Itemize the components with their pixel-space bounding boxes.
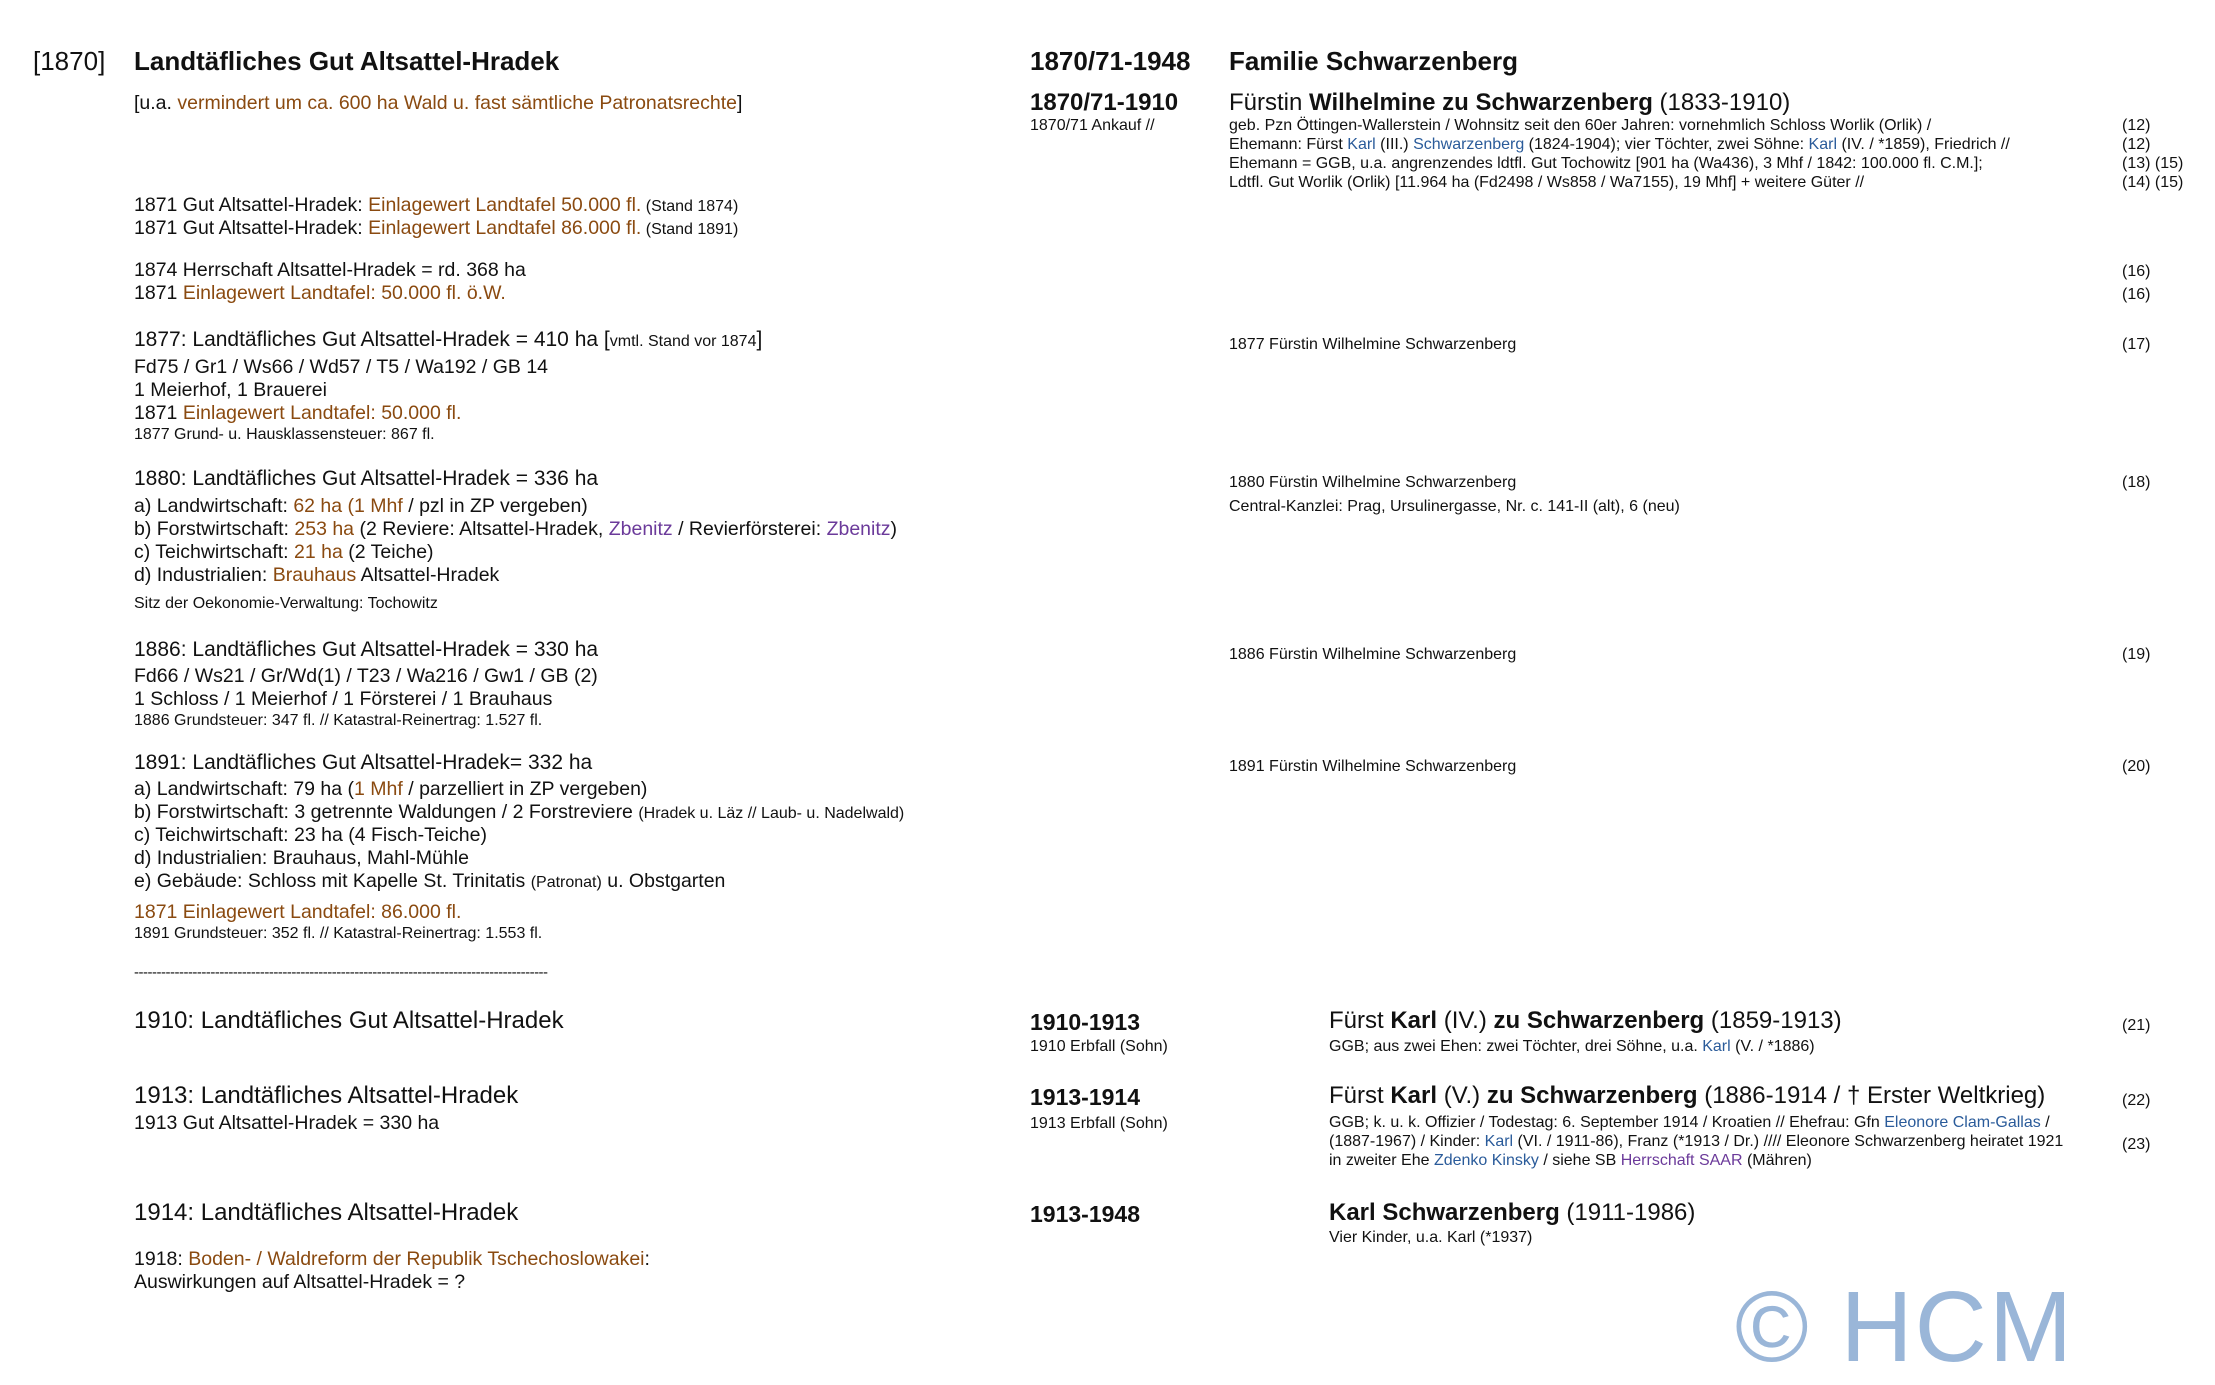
section-1886-title: 1886: Landtäfliches Gut Altsattel-Hradek = 330 ha — [134, 638, 599, 661]
section-1874-refs: (16) (16) — [2122, 263, 2151, 303]
section-1886-ref: (19) — [2122, 646, 2151, 663]
section-1891-value: 1871 Einlagewert Landtafel: 86.000 fl. — [134, 901, 462, 923]
section-1891-body: a) Landwirtschaft: 79 ha (1 Mhf / parzelliert in ZP vergeben) b) Forstwirtschaft: 3 getrennte Waldungen / 2 Forstreviere (Hradek u. Läz // Laub- u. Nadelwald) c) Teichwirtschaft: 23 ha (4 Fisch-Teiche) d) Industrialien: Brauhaus, Mahl-Mühle e) Gebäude: Schloss mit Kapelle St. Trinitatis (Patronat) u. Obstgarten — [134, 778, 905, 892]
section-1877-owner: 1877 Fürstin Wilhelmine Schwarzenberg — [1229, 336, 1517, 353]
section-divider: -------------------------------------------------------------------------------------------- — [134, 964, 548, 981]
header-period: 1870/71-1948 — [1030, 46, 1191, 76]
section-1914-body: 1918: Boden- / Waldreform der Republik Tschechoslowakei: Auswirkungen auf Altsattel-Hradek = ? — [134, 1248, 650, 1293]
section-1913-details: GGB; k. u. k. Offizier / Todestag: 6. September 1914 / Kroatien // Ehefrau: Gfn Eleonore Clam-Gallas / (1887-1967) / Kinder: Karl (VI. / 1911-86), Franz (*1913 / Dr.) //// Eleonore Schwarzenberg heiratet 1921 in zweiter Ehe Zdenko Kinsky / siehe SB Herrschaft SAAR (Mähren) — [1329, 1114, 2064, 1169]
section-1913-period: 1913-1914 — [1030, 1084, 1140, 1110]
header-note: [u.a. vermindert um ca. 600 ha Wald u. fast sämtliche Patronatsrechte] — [134, 92, 743, 114]
section-1914-title: 1914: Landtäfliches Altsattel-Hradek — [134, 1199, 519, 1226]
section-1914-owner: Karl Schwarzenberg (1911-1986) — [1329, 1199, 1696, 1226]
section-1886-owner: 1886 Fürstin Wilhelmine Schwarzenberg — [1229, 646, 1517, 663]
section-1910-details: GGB; aus zwei Ehen: zwei Töchter, drei Söhne, u.a. Karl (V. / *1886) — [1329, 1038, 1815, 1055]
section-1877-title: 1877: Landtäfliches Gut Altsattel-Hradek = 410 ha [vmtl. Stand vor 1874] — [134, 328, 763, 351]
section-1910-ref: (21) — [2122, 1017, 2151, 1034]
section-1913-owner: Fürst Karl (V.) zu Schwarzenberg (1886-1914 / † Erster Weltkrieg) — [1329, 1082, 2046, 1109]
section-1880-ref: (18) — [2122, 474, 2151, 491]
section-1913-ref1: (22) — [2122, 1092, 2151, 1109]
header-year: [1870] — [33, 46, 106, 76]
section-1914-details: Vier Kinder, u.a. Karl (*1937) — [1329, 1229, 1533, 1246]
section-1880-title: 1880: Landtäfliches Gut Altsattel-Hradek = 336 ha — [134, 467, 599, 490]
section-1910-acquisition: 1910 Erbfall (Sohn) — [1030, 1038, 1168, 1055]
section-1874: 1874 Herrschaft Altsattel-Hradek = rd. 368 ha 1871 Einlagewert Landtafel: 50.000 fl. ö.W. — [134, 259, 526, 304]
section-1910-owner: Fürst Karl (IV.) zu Schwarzenberg (1859-1913) — [1329, 1007, 1842, 1034]
header-family: Familie Schwarzenberg — [1229, 46, 1518, 76]
page-title: Landtäfliches Gut Altsattel-Hradek — [134, 46, 560, 76]
section-1913-acquisition: 1913 Erbfall (Sohn) — [1030, 1115, 1168, 1132]
owner1-period: 1870/71-1910 — [1030, 89, 1179, 116]
section-1891-ref: (20) — [2122, 758, 2151, 775]
section-1880-owner: 1880 Fürstin Wilhelmine Schwarzenberg — [1229, 474, 1517, 491]
section-1877-body: Fd75 / Gr1 / Ws66 / Wd57 / T5 / Wa192 / GB 14 1 Meierhof, 1 Brauerei 1871 Einlagewert Landtafel: 50.000 fl. 1877 Grund- u. Hausklassensteuer: 867 fl. — [134, 356, 549, 443]
section-1913-title: 1913: Landtäfliches Altsattel-Hradek — [134, 1082, 519, 1109]
section-1877-ref: (17) — [2122, 336, 2151, 353]
section-1880-body: a) Landwirtschaft: 62 ha (1 Mhf / pzl in ZP vergeben) b) Forstwirtschaft: 253 ha (2 Reviere: Altsattel-Hradek, Zbenitz / Revierförsterei: Zbenitz) c) Teichwirtschaft: 21 ha (2 Teiche) d) Industrialien: Brauhaus Altsattel-Hradek — [134, 495, 898, 586]
section-1891-title: 1891: Landtäfliches Gut Altsattel-Hradek= 332 ha — [134, 751, 593, 774]
section-1880-seat: Sitz der Oekonomie-Verwaltung: Tochowitz — [134, 595, 438, 612]
section-1880-office: Central-Kanzlei: Prag, Ursulinergasse, Nr. c. 141-II (alt), 6 (neu) — [1229, 498, 1680, 515]
copyright-watermark: © HCM — [1735, 1271, 2075, 1383]
section-1914-period: 1913-1948 — [1030, 1201, 1140, 1227]
section-1910-period: 1910-1913 — [1030, 1009, 1140, 1035]
section-1913-sub: 1913 Gut Altsattel-Hradek = 330 ha — [134, 1112, 440, 1134]
section-1871: 1871 Gut Altsattel-Hradek: Einlagewert Landtafel 50.000 fl. (Stand 1874) 1871 Gut Altsattel-Hradek: Einlagewert Landtafel 86.000 fl. (Stand 1891) — [134, 194, 739, 239]
owner1-refs: (12) (12) (13) (15) (14) (15) — [2122, 117, 2184, 191]
owner1-details: geb. Pzn Öttingen-Wallerstein / Wohnsitz seit den 60er Jahren: vornehmlich Schloss Worlik (Orlik) / Ehemann: Fürst Karl (III.) Schwarzenberg (1824-1904); vier Töchter, zwei Söhne: Karl (IV. / *1859), Friedrich // Ehemann = GGB, u.a. angrenzendes ldtfl. Gut Tochowitz [901 ha (Wa436), 3 Mhf / 1842: 100.000 fl. C.M.]; Ldtfl. Gut Worlik (Orlik) [11.964 ha (Fd2498 / Ws858 / Wa7155), 19 Mhf] + weitere Güter // — [1229, 117, 2010, 191]
owner1-acquisition: 1870/71 Ankauf // — [1030, 117, 1155, 134]
section-1886-body: Fd66 / Ws21 / Gr/Wd(1) / T23 / Wa216 / Gw1 / GB (2) 1 Schloss / 1 Meierhof / 1 Försterei / 1 Brauhaus 1886 Grundsteuer: 347 fl. // Katastral-Reinertrag: 1.527 fl. — [134, 665, 598, 729]
section-1891-owner: 1891 Fürstin Wilhelmine Schwarzenberg — [1229, 758, 1517, 775]
owner1-name: Fürstin Wilhelmine zu Schwarzenberg (1833-1910) — [1229, 89, 1791, 116]
section-1891-tax: 1891 Grundsteuer: 352 fl. // Katastral-Reinertrag: 1.553 fl. — [134, 925, 543, 942]
section-1913-ref2: (23) — [2122, 1136, 2151, 1153]
section-1910-title: 1910: Landtäfliches Gut Altsattel-Hradek — [134, 1007, 564, 1034]
